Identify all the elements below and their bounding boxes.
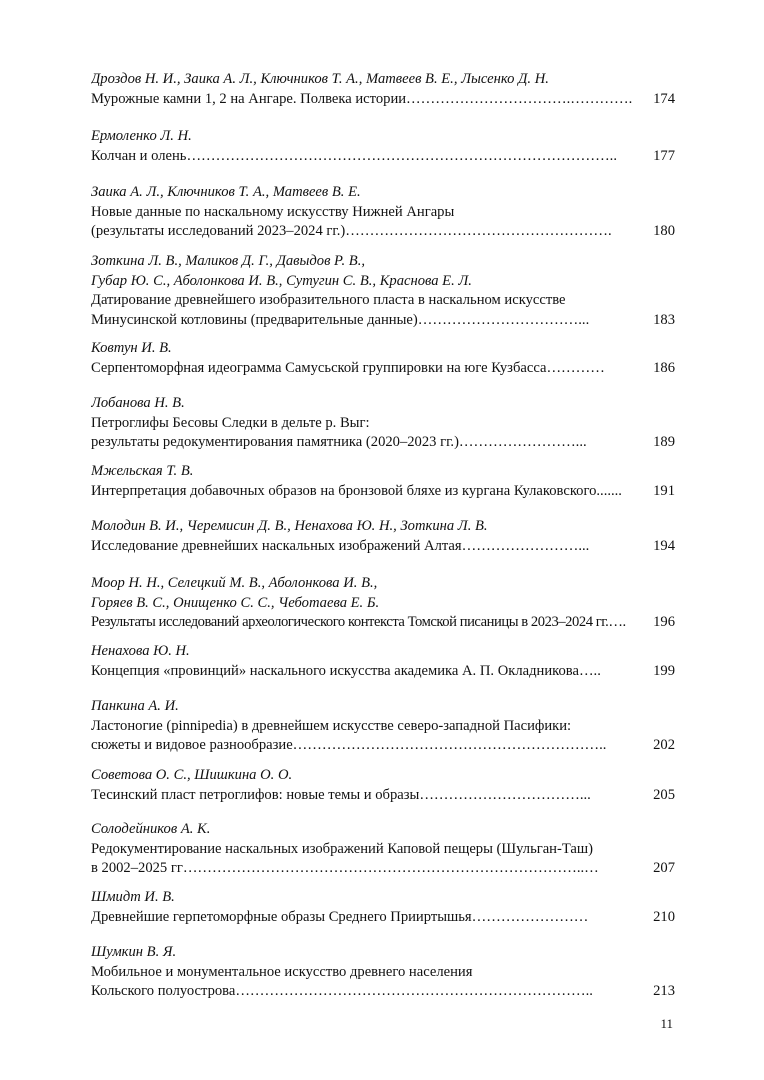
entry-authors: Советова О. С., Шишкина О. О. [91,767,293,783]
entry-title: Редокументирование наскальных изображений Каповой пещеры (Шульган-Таш) [91,840,593,857]
entry-title-last-line [91,908,675,928]
entry-authors: Губар Ю. С., Аболонкова И. В., Сутугин С. В., Краснова Е. Л. [91,272,472,289]
toc-entry [91,820,675,879]
entry-title: Петроглифы Бесовы Следки в дельте р. Выг: [91,414,370,431]
entry-authors: Мжельская Т. В. [91,463,194,479]
entry-title: Результаты исследований археологического контекста Томской писаницы в 2023–2024 гг.…. [91,614,626,631]
entry-page: 191 [653,482,675,499]
entry-title: Древнейшие герпетоморфные образы Среднего Прииртышья…………………… [91,908,589,925]
entry-authors: Дроздов Н. И., Заика А. Л., Ключников Т. А., Матвеев В. Е., Лысенко Д. Н. [91,71,549,87]
entry-authors: Заика А. Л., Ключников Т. А., Матвеев В. Е. [91,184,361,200]
entry-title: Концепция «провинций» наскального искусства академика А. П. Окладникова….. [91,662,601,679]
entry-title: Тесинский пласт петроглифов: новые темы и образы……………………………... [91,786,591,803]
entry-title: Кольского полуострова……………………………………………………………….. [91,983,593,1000]
toc-entry [91,888,675,927]
entry-title-last-line [91,859,675,879]
entry-page: 194 [653,537,675,554]
entry-title: Исследование древнейших наскальных изображений Алтая……………………... [91,537,590,554]
entry-authors: Ермоленко Л. Н. [91,128,192,144]
entry-title: Серпентоморфная идеограмма Самусьской группировки на юге Кузбасса………… [91,359,605,376]
entry-title-last-line [91,147,675,167]
entry-title: Датирование древнейшего изобразительного пласта в наскальном искусстве [91,292,566,309]
entry-page: 213 [653,983,675,1000]
entry-title: Мурожные камни 1, 2 на Ангаре. Полвека истории…………………………….…………. [91,90,633,107]
entry-title-last-line [91,786,675,806]
entry-title: Новые данные по наскальному искусству Нижней Ангары [91,203,455,220]
toc-entry [91,252,675,330]
entry-title-last-line [91,311,675,331]
entry-authors: Горяев В. С., Онищенко С. С., Чеботаева Е. Б. [91,594,380,611]
entry-authors: Моор Н. Н., Селецкий М. В., Аболонкова И. В., [91,575,378,591]
entry-page: 205 [653,786,675,803]
entry-title: (результаты исследований 2023–2024 гг.)………………………………………………. [91,223,612,240]
entry-authors: Лобанова Н. В. [91,395,185,411]
toc-entry [91,183,675,242]
toc-entry [91,943,675,1002]
entry-page: 196 [653,614,675,631]
entry-page: 199 [653,662,675,679]
toc-entry [91,70,675,109]
entry-title: в 2002–2025 гг………………………………………………………………………..… [91,860,599,877]
toc-entry [91,517,675,556]
entry-title-last-line [91,482,675,502]
entry-page: 189 [653,434,675,451]
entry-authors: Шмидт И. В. [91,889,175,905]
entry-page: 180 [653,223,675,240]
entry-authors: Шумкин В. Я. [91,944,177,960]
entry-title: Интерпретация добавочных образов на бронзовой бляхе из кургана Кулаковского....... [91,482,622,499]
entry-authors: Зоткина Л. В., Маликов Д. Г., Давыдов Р. В., [91,253,366,269]
page-number: 11 [660,1016,673,1031]
toc-entry [91,394,675,453]
entry-page: 210 [653,908,675,925]
entry-page: 202 [653,737,675,754]
entry-title-last-line [91,90,675,110]
entry-title-last-line [91,537,675,557]
entry-title: Колчан и олень…………………………………………………………………………….. [91,147,617,164]
entry-page: 186 [653,359,675,376]
entry-title-last-line [91,613,675,633]
toc-entry [91,127,675,166]
entry-title: Ластоногие (pinnipedia) в древнейшем искусстве северо-западной Пасифики: [91,717,572,734]
entry-authors: Ковтун И. В. [91,340,172,356]
toc-entry [91,766,675,805]
toc-entry [91,642,675,681]
entry-title-last-line [91,222,675,242]
entry-page: 174 [653,90,675,107]
entry-authors: Молодин В. И., Черемисин Д. В., Ненахова Ю. Н., Зоткина Л. В. [91,518,488,534]
entry-title-last-line [91,982,675,1002]
entry-title-last-line [91,359,675,379]
entry-authors: Солодейников А. К. [91,821,211,837]
entry-title-last-line [91,736,675,756]
entry-title: Мобильное и монументальное искусство древнего населения [91,963,473,980]
entry-title: Минусинской котловины (предварительные данные)……………………………... [91,311,590,328]
toc-entry [91,339,675,378]
entry-title: сюжеты и видовое разнообразие……………………………………………………….. [91,737,607,754]
entry-authors: Панкина А. И. [91,698,179,714]
entry-page: 177 [653,147,675,164]
entry-page: 183 [653,311,675,328]
toc-entry [91,574,675,633]
entry-title: результаты редокументирования памятника (2020–2023 гг.)……………………... [91,434,587,451]
entry-page: 207 [653,860,675,877]
toc-entry [91,462,675,501]
entry-authors: Ненахова Ю. Н. [91,643,190,659]
entry-title-last-line [91,662,675,682]
toc-entry [91,697,675,756]
entry-title-last-line [91,433,675,453]
